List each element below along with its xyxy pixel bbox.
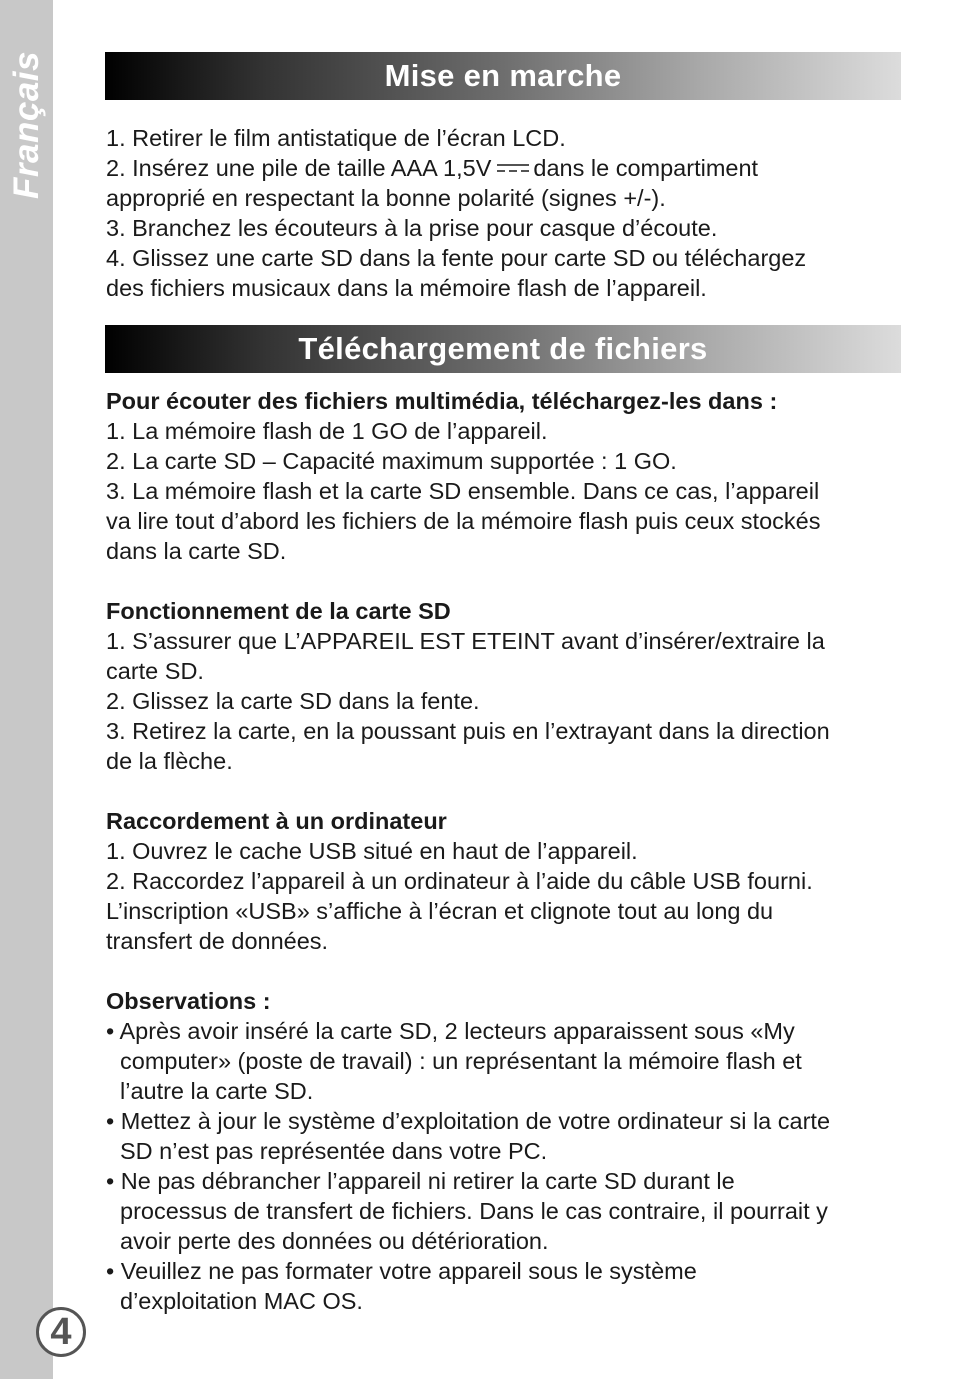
spacer	[106, 956, 906, 986]
bullet-continuation: SD n’est pas représentée dans votre PC.	[120, 1138, 548, 1164]
paragraph-line: 1. S’assurer que L’APPAREIL EST ETEINT avant d’insérer/extraire la	[106, 628, 825, 654]
paragraph-line: 4. Glissez une carte SD dans la fente pour carte SD ou téléchargez	[106, 245, 807, 271]
page-number-badge: 4	[36, 1307, 86, 1357]
bullet-line: • Après avoir inséré la carte SD, 2 lecteurs apparaissent sous «My	[106, 1018, 795, 1044]
bullet-continuation: computer» (poste de travail) : un représentant la mémoire flash et	[120, 1048, 802, 1074]
bullet-continuation: l’autre la carte SD.	[120, 1078, 314, 1104]
paragraph-line: 1. Ouvrez le cache USB situé en haut de l’appareil.	[106, 838, 638, 864]
subsection-heading: Raccordement à un ordinateur	[106, 808, 447, 834]
paragraph-line: dans la carte SD.	[106, 538, 287, 564]
paragraph-line: 3. Retirez la carte, en la poussant puis en l’extrayant dans la direction	[106, 718, 830, 744]
paragraph-line: 1. La mémoire flash de 1 GO de l’appareil.	[106, 418, 548, 444]
paragraph-line: 2. Glissez la carte SD dans la fente.	[106, 688, 480, 714]
paragraph-line: 2. Raccordez l’appareil à un ordinateur à l’aide du câble USB fourni.	[106, 868, 813, 894]
paragraph-line	[106, 153, 906, 183]
subsection-heading: Fonctionnement de la carte SD	[106, 598, 451, 624]
section-body-mise-en-marche	[106, 123, 906, 303]
bullet-line: • Ne pas débrancher l’appareil ni retirer la carte SD durant le	[106, 1168, 735, 1194]
bullet-continuation: d’exploitation MAC OS.	[120, 1288, 363, 1314]
paragraph-line: approprié en respectant la bonne polarité (signes +/-).	[106, 185, 666, 211]
paragraph-line: va lire tout d’abord les fichiers de la mémoire flash puis ceux stockés	[106, 508, 821, 534]
section-title: Téléchargement de fichiers	[298, 331, 708, 366]
bullet-line: • Veuillez ne pas formater votre appareil sous le système	[106, 1258, 697, 1284]
paragraph-line: 3. La mémoire flash et la carte SD ensemble. Dans ce cas, l’appareil	[106, 478, 820, 504]
language-label: Français	[7, 51, 46, 199]
bullet-line: • Mettez à jour le système d’exploitation de votre ordinateur si la carte	[106, 1108, 831, 1134]
paragraph-line: L’inscription «USB» s’affiche à l’écran et clignote tout au long du	[106, 898, 774, 924]
paragraph-line: des fichiers musicaux dans la mémoire flash de l’appareil.	[106, 275, 707, 301]
section-title: Mise en marche	[384, 58, 622, 93]
spacer	[106, 566, 906, 596]
bullet-continuation: avoir perte des données ou détérioration.	[120, 1228, 549, 1254]
paragraph-line: de la flèche.	[106, 748, 233, 774]
subsection-heading: Observations :	[106, 988, 271, 1014]
section-banner-mise-en-marche	[105, 52, 901, 100]
spacer	[106, 776, 906, 806]
bullet-continuation: processus de transfert de fichiers. Dans le cas contraire, il pourrait y	[120, 1198, 828, 1224]
paragraph-line: transfert de données.	[106, 928, 329, 954]
paragraph-line: 3. Branchez les écouteurs à la prise pour casque d’écoute.	[106, 215, 718, 241]
subsection-heading: Pour écouter des fichiers multimédia, téléchargez-les dans :	[106, 388, 778, 414]
sidebar-strip	[0, 0, 53, 1379]
paragraph-line: carte SD.	[106, 658, 204, 684]
paragraph-line: 2. La carte SD – Capacité maximum supportée : 1 GO.	[106, 448, 677, 474]
section-body-telechargement	[106, 386, 906, 1316]
paragraph-text: dans le compartiment	[533, 155, 759, 181]
paragraph-text: 2. Insérez une pile de taille AAA 1,5V	[106, 155, 492, 181]
section-banner-telechargement	[105, 325, 901, 373]
dc-voltage-icon	[497, 163, 529, 173]
paragraph-line: 1. Retirer le film antistatique de l’écran LCD.	[106, 125, 566, 151]
